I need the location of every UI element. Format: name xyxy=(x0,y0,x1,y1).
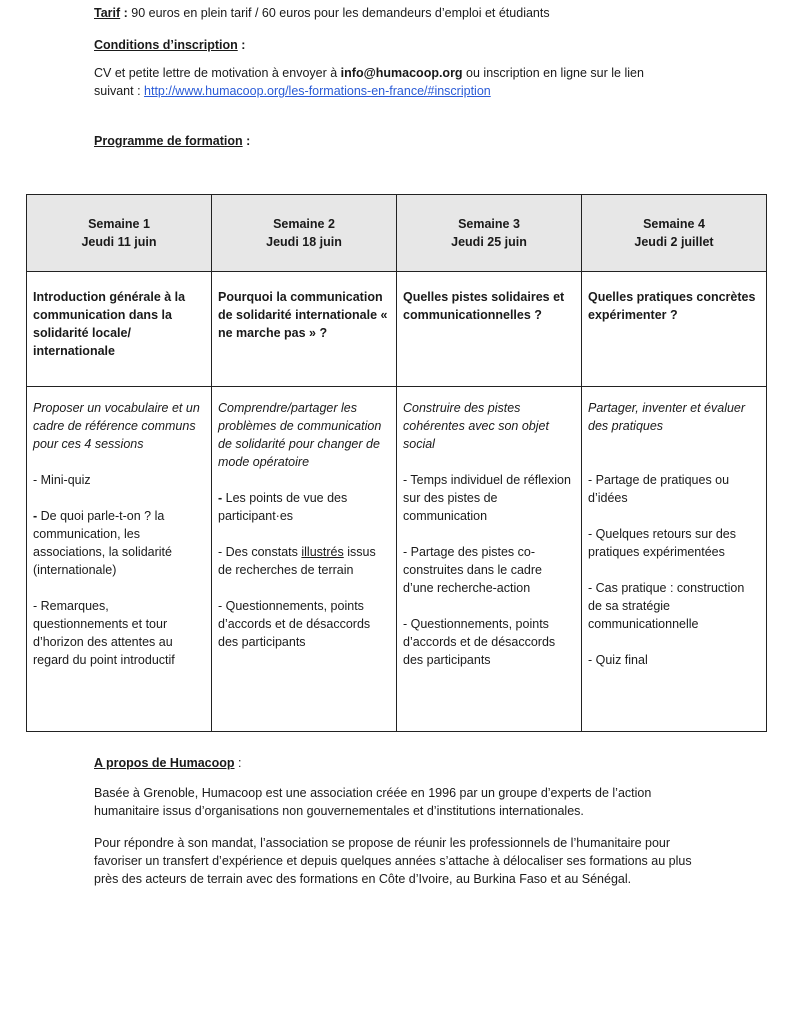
content-item xyxy=(218,543,390,579)
conditions-line1-post: ou inscription en ligne sur le lien xyxy=(462,66,644,80)
week-label: Semaine 1 xyxy=(88,217,150,231)
week-label: Semaine 2 xyxy=(273,217,335,231)
week-date: Jeudi 25 juin xyxy=(451,235,527,249)
content-intro: Comprendre/partager les problèmes de communication de solidarité pour changer de mode opératoire xyxy=(218,401,382,469)
content-item: - Remarques, questionnements et tour d’horizon des attentes au regard du point introductif xyxy=(33,599,175,667)
week-date: Jeudi 2 juillet xyxy=(634,235,714,249)
conditions-heading-text: Conditions d’inscription xyxy=(94,38,238,52)
week-label: Semaine 3 xyxy=(458,217,520,231)
content-item xyxy=(33,507,205,579)
item-text-post: issus de recherches de terrain xyxy=(218,545,376,577)
content-item xyxy=(218,489,390,525)
tarif-label: Tarif xyxy=(94,6,121,20)
week-header xyxy=(397,195,582,272)
content-item: - Questionnements, points d’accords et de désaccords des participants xyxy=(218,599,371,649)
item-dash: - xyxy=(33,509,38,523)
item-dash: - xyxy=(218,491,223,505)
content-intro: Partager, inventer et évaluer des pratiques xyxy=(588,401,746,433)
content-cell-week3 xyxy=(397,387,582,732)
programme-colon: : xyxy=(242,134,251,148)
apropos-paragraph-2: Pour répondre à son mandat, l’association se propose de réunir les professionnels de l’humanitaire pour favoriser un transfert d’expérience et depuis quelques années s’attache à délocaliser ses formations au plus près des acteurs de terrain avec des formations en Côte d’Ivoire, au Burkina Faso et au Sénégal. xyxy=(94,836,692,886)
content-item: - Cas pratique : construction de sa stratégie communicationnelle xyxy=(588,581,745,631)
topic-text: Quelles pistes solidaires et communicationnelles ? xyxy=(403,290,565,322)
content-item: - Mini-quiz xyxy=(33,473,91,487)
content-cell-week4 xyxy=(582,387,767,732)
item-text-pre: - Des constats xyxy=(218,545,302,559)
programme-heading-text: Programme de formation xyxy=(94,134,243,148)
tarif-text: 90 euros en plein tarif / 60 euros pour les demandeurs d’emploi et étudiants xyxy=(131,6,550,20)
week-header xyxy=(212,195,397,272)
table-topics-row xyxy=(27,272,767,387)
inscription-link[interactable]: http://www.humacoop.org/les-formations-en-france/#inscription xyxy=(144,84,491,98)
conditions-heading xyxy=(94,36,714,54)
week-header xyxy=(582,195,767,272)
topic-text: Pourquoi la communication de solidarité internationale « ne marche pas » ? xyxy=(218,290,388,340)
content-item: - Partage des pistes co-construites dans le cadre d’une recherche-action xyxy=(403,545,542,595)
week-header xyxy=(27,195,212,272)
topic-text: Quelles pratiques concrètes expérimenter ? xyxy=(588,290,756,322)
programme-heading xyxy=(94,132,714,150)
content-item: - Quiz final xyxy=(588,653,648,667)
item-text-underlined: illustrés xyxy=(301,545,344,559)
contact-email[interactable]: info@humacoop.org xyxy=(340,66,463,80)
conditions-colon: : xyxy=(237,38,246,52)
content-item: - Quelques retours sur des pratiques expérimentées xyxy=(588,527,736,559)
item-text: Les points de vue des participant·es xyxy=(218,491,348,523)
item-text: De quoi parle-t-on ? la communication, les associations, la solidarité (internationale) xyxy=(33,509,172,577)
topic-text: Introduction générale à la communication dans la solidarité locale/ internationale xyxy=(33,290,186,358)
topic-cell xyxy=(27,272,212,387)
week-date: Jeudi 18 juin xyxy=(266,235,342,249)
conditions-line1-pre: CV et petite lettre de motivation à envoyer à xyxy=(94,66,341,80)
apropos-colon: : xyxy=(234,756,242,770)
conditions-line2-pre: suivant : xyxy=(94,84,145,98)
content-item: - Questionnements, points d’accords et de désaccords des participants xyxy=(403,617,556,667)
table-header-row xyxy=(27,195,767,272)
apropos-heading-text: A propos de Humacoop xyxy=(94,756,235,770)
content-intro: Proposer un vocabulaire et un cadre de référence communs pour ces 4 sessions xyxy=(33,401,200,451)
content-cell-week2 xyxy=(212,387,397,732)
content-intro: Construire des pistes cohérentes avec son objet social xyxy=(403,401,549,451)
week-label: Semaine 4 xyxy=(643,217,705,231)
week-date: Jeudi 11 juin xyxy=(81,235,157,249)
table-content-row xyxy=(27,387,767,732)
conditions-text xyxy=(94,64,714,100)
content-cell-week1 xyxy=(27,387,212,732)
tarif-line xyxy=(94,4,714,22)
apropos-heading xyxy=(94,754,714,772)
programme-table xyxy=(26,194,767,732)
apropos-paragraph-1: Basée à Grenoble, Humacoop est une association créée en 1996 par un groupe d’experts de l’action humanitaire issus d’organisations non gouvernementales et d’institutions internationales. xyxy=(94,786,652,818)
topic-cell xyxy=(397,272,582,387)
topic-cell xyxy=(212,272,397,387)
topic-cell xyxy=(582,272,767,387)
content-item: - Temps individuel de réflexion sur des pistes de communication xyxy=(403,473,571,523)
content-item: - Partage de pratiques ou d’idées xyxy=(588,473,730,505)
tarif-sep: : xyxy=(120,6,132,20)
